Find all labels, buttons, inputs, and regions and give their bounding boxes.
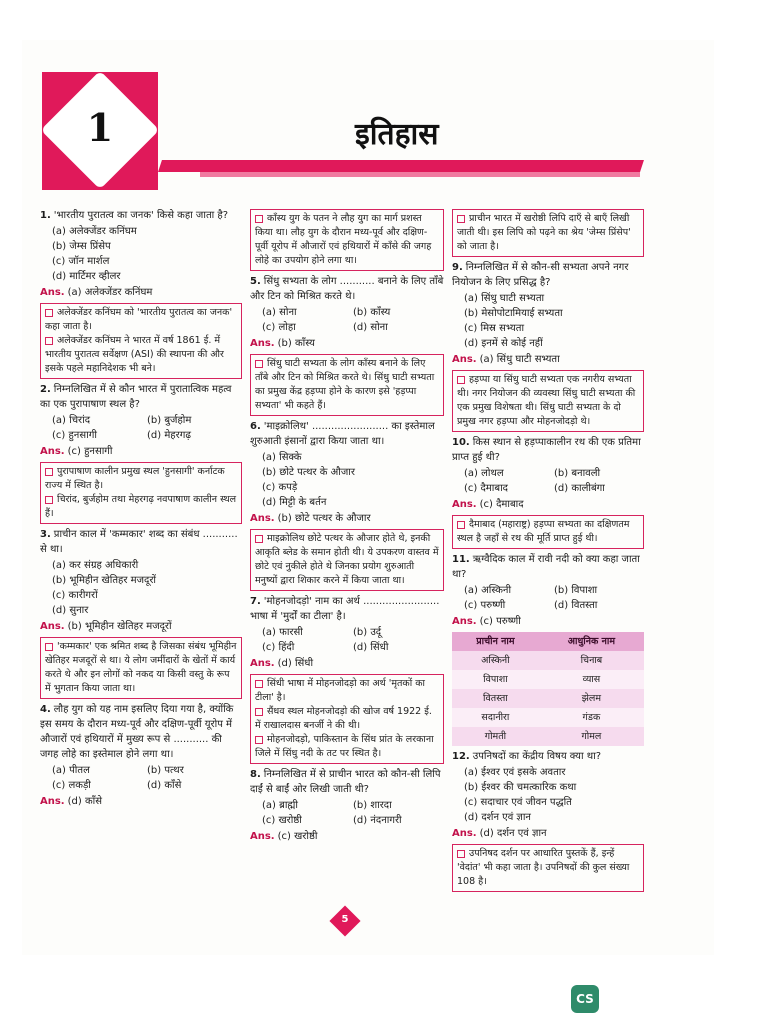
answer <box>250 336 444 351</box>
table-cell: वितस्ता <box>452 689 539 708</box>
checkbox-bullet-icon <box>45 337 53 345</box>
answer-label: Ans. <box>250 658 275 669</box>
title-underline <box>158 160 644 172</box>
question-10 <box>452 435 644 465</box>
answer <box>250 829 444 844</box>
option-d: (d) काँसे <box>147 780 182 791</box>
checkbox-bullet-icon <box>457 376 465 384</box>
note-line: काँस्य युग के पतन ने लौह युग का मार्ग प्रशस्त किया था। लौह युग के दौरान मध्य-पूर्व और दक्षिण-पूर्वी यूरोप में औजारों एवं हथियारों में काँसे की जगह लोहे का उपयोग होने लगा था। <box>255 213 432 266</box>
options <box>40 413 242 443</box>
option-d: (d) नंदनागरी <box>353 815 402 826</box>
option-d: (d) वितस्ता <box>554 600 598 611</box>
note-line: माइक्रोलिथ छोटे पत्थर के औजार होते थे, इनकी आकृति ब्लेड के समान होती थी। ये उपकरण वास्तव में छोटे एवं नुकीले होते थे जिनका प्रयोग शुरुआती मनुष्यों द्वारा शिकार करने में किया जाता था। <box>255 533 439 586</box>
option-a: (a) चिरांद <box>52 415 91 426</box>
note-line: अलेक्जेंडर कनिंघम को 'भारतीय पुरातत्व का जनक' कहा जाता है। <box>45 307 233 332</box>
title-underline-accent <box>200 172 640 177</box>
option-a: (a) कर संग्रह अधिकारी <box>52 560 139 571</box>
answer-text: (b) छोटे पत्थर के औजार <box>277 513 371 524</box>
option-a: (a) सिंधु घाटी सभ्यता <box>464 293 545 304</box>
option-a: (a) सोना <box>262 307 297 318</box>
option-b: (b) बनावली <box>554 468 601 479</box>
table-cell: गंडक <box>539 708 644 727</box>
note-line: हड़प्पा या सिंधु घाटी सभ्यता एक नगरीय सभ्यता थी। नगर नियोजन की व्यवस्था सिंधु घाटी सभ्यता की एक प्रमुख विशेषता थी। सिंधु घाटी सभ्यता के दो प्रमुख नगर हड़प्पा और मोहनजोदड़ो थे। <box>457 374 636 427</box>
answer-text: (c) दैमाबाद <box>479 499 524 510</box>
answer-label: Ans. <box>40 446 65 457</box>
option-a: (a) लोथल <box>464 468 504 479</box>
question-number: 11. <box>452 554 470 565</box>
option-c: (c) जॉन मार्शल <box>52 256 110 267</box>
question-12 <box>452 749 644 764</box>
question-number: 6. <box>250 421 261 432</box>
page-number-badge <box>330 906 360 936</box>
option-d: (d) मेहरगढ़ <box>147 430 191 441</box>
options <box>40 558 242 618</box>
question-text: उपनिषदों का केंद्रीय विषय क्या था? <box>472 751 601 762</box>
question-text: निम्नलिखित में से कौन भारत में पुरातात्विक महत्व का एक पुरापाषाण स्थल है? <box>40 384 232 410</box>
column-2 <box>250 206 444 846</box>
explanation-box <box>40 462 242 524</box>
table-header: प्राचीन नाम <box>452 632 539 651</box>
explanation-box <box>250 529 444 591</box>
answer-text: (a) सिंधु घाटी सभ्यता <box>479 354 560 365</box>
answer-text: (c) परुष्णी <box>479 616 521 627</box>
note-line: अलेक्जेंडर कनिंघम ने भारत में वर्ष 1861 ई. में भारतीय पुरातत्व सर्वेक्षण (ASI) की स्थापना की और इसके पहले महानिदेशक भी बने। <box>45 335 224 374</box>
answer-label: Ans. <box>452 499 477 510</box>
question-text: निम्नलिखित में से प्राचीन भारत को कौन-सी लिपि दाईं से बाईं ओर लिखी जाती थी? <box>250 769 441 795</box>
options <box>250 798 444 828</box>
chapter-title: इतिहास <box>355 117 439 152</box>
answer <box>40 794 242 809</box>
table-cell: विपाशा <box>452 670 539 689</box>
answer-label: Ans. <box>452 828 477 839</box>
answer-label: Ans. <box>452 616 477 627</box>
checkbox-bullet-icon <box>255 535 263 543</box>
question-7 <box>250 594 444 624</box>
table-cell: गोमल <box>539 727 644 746</box>
table-cell: व्यास <box>539 670 644 689</box>
option-d: (d) सिंधी <box>353 642 389 653</box>
answer <box>250 511 444 526</box>
column-1 <box>40 206 242 811</box>
table-header-row <box>452 632 644 651</box>
note-line: सिंधु घाटी सभ्यता के लोग काँस्य बनाने के लिए ताँबे और टिन को मिश्रित करते थे। सिंधु घाटी सभ्यता का प्रमुख केंद्र हड़प्पा होने के कारण इसे 'हड़प्पा सभ्यता' भी कहते हैं। <box>255 358 435 411</box>
answer-text: (a) अलेक्जेंडर कनिंघम <box>67 287 153 298</box>
checkbox-bullet-icon <box>255 215 263 223</box>
option-c: (c) खरोष्ठी <box>262 815 302 826</box>
question-number: 7. <box>250 596 261 607</box>
option-d: (d) इनमें से कोई नहीं <box>464 338 543 349</box>
options <box>40 224 242 284</box>
question-3 <box>40 527 242 557</box>
options <box>452 466 644 496</box>
question-8 <box>250 767 444 797</box>
answer-label: Ans. <box>250 513 275 524</box>
option-d: (d) सुनार <box>52 605 89 616</box>
options <box>250 305 444 335</box>
note-line: चिरांद, बुर्जहोम तथा मेहरगढ़ नवपाषाण कालीन स्थल हैं। <box>45 494 237 519</box>
chapter-number: 1 <box>86 105 114 150</box>
option-c: (c) दैमाबाद <box>464 483 508 494</box>
answer <box>452 614 644 629</box>
option-d: (d) दर्शन एवं ज्ञान <box>464 812 531 823</box>
question-9 <box>452 260 644 290</box>
checkbox-bullet-icon <box>457 215 465 223</box>
note-line: उपनिषद दर्शन पर आधारित पुस्तकें हैं, इन्हें 'वेदांत' भी कहा जाता है। उपनिषदों की कुल संख्या 108 है। <box>457 848 630 887</box>
table-header: आधुनिक नाम <box>539 632 644 651</box>
checkbox-bullet-icon <box>45 643 53 651</box>
question-4 <box>40 702 242 762</box>
option-b: (b) भूमिहीन खेतिहर मजदूरों <box>52 575 156 586</box>
explanation-box <box>452 844 644 892</box>
checkbox-bullet-icon <box>457 521 465 529</box>
checkbox-bullet-icon <box>45 496 53 504</box>
options <box>250 450 444 510</box>
answer-label: Ans. <box>250 831 275 842</box>
answer-text: (d) काँसे <box>67 796 102 807</box>
option-c: (c) परुष्णी <box>464 600 506 611</box>
option-c: (c) कारीगरों <box>52 590 98 601</box>
question-number: 4. <box>40 704 51 715</box>
option-c: (c) सदाचार एवं जीवन पद्धति <box>464 797 572 808</box>
option-a: (a) सिक्के <box>262 452 302 463</box>
note-line: सिंधी भाषा में मोहनजोदड़ो का अर्थ 'मृतकों का टीला' है। <box>255 678 425 703</box>
option-b: (b) पत्थर <box>147 765 184 776</box>
question-number: 9. <box>452 262 463 273</box>
checkbox-bullet-icon <box>255 708 263 716</box>
explanation-box <box>452 515 644 549</box>
checkbox-bullet-icon <box>45 309 53 317</box>
checkbox-bullet-icon <box>457 850 465 858</box>
answer-label: Ans. <box>40 796 65 807</box>
table-row <box>452 670 644 689</box>
explanation-box <box>250 674 444 764</box>
table-row <box>452 689 644 708</box>
answer-label: Ans. <box>40 621 65 632</box>
table-cell: गोमती <box>452 727 539 746</box>
option-a: (a) फारसी <box>262 627 303 638</box>
option-b: (b) काँस्य <box>353 307 391 318</box>
option-d: (d) कालीबंगा <box>554 483 605 494</box>
question-number: 8. <box>250 769 261 780</box>
question-text: किस स्थान से हड़प्पाकालीन रथ की एक प्रतिमा प्राप्त हुई थी? <box>452 437 641 463</box>
question-text: 'माइक्रोलिथ' ........................ का इस्तेमाल शुरुआती इंसानों द्वारा किया जाता था। <box>250 421 435 447</box>
question-number: 10. <box>452 437 470 448</box>
note-line: प्राचीन भारत में खरोष्ठी लिपि दाएँ से बाएँ लिखी जाती थी। इस लिपि को पढ़ने का श्रेय 'जेम्स प्रिंसेप' को जाता है। <box>457 213 631 252</box>
options <box>452 583 644 613</box>
river-names-table <box>452 632 644 746</box>
answer-label: Ans. <box>250 338 275 349</box>
answer <box>452 352 644 367</box>
question-11 <box>452 552 644 582</box>
answer-text: (c) खरोष्ठी <box>277 831 318 842</box>
camscanner-logo: CS <box>571 985 599 1013</box>
checkbox-bullet-icon <box>255 680 263 688</box>
question-text: ऋग्वैदिक काल में रावी नदी को क्या कहा जाता था? <box>452 554 640 580</box>
answer <box>40 619 242 634</box>
table-cell: झेलम <box>539 689 644 708</box>
question-6 <box>250 419 444 449</box>
explanation-box <box>250 209 444 271</box>
question-2 <box>40 382 242 412</box>
table-row <box>452 708 644 727</box>
checkbox-bullet-icon <box>255 736 263 744</box>
question-number: 12. <box>452 751 470 762</box>
explanation-box <box>452 209 644 257</box>
option-c: (c) हुनसागी <box>52 430 97 441</box>
page-number: 5 <box>341 914 349 925</box>
answer <box>250 656 444 671</box>
table-cell: अस्किनी <box>452 651 539 670</box>
table-cell: चिनाब <box>539 651 644 670</box>
explanation-box <box>40 637 242 699</box>
answer <box>452 826 644 841</box>
note-line: 'कम्मकार' एक श्रमित शब्द है जिसका संबंध भूमिहीन खेतिहर मजदूरों से था। ये लोग जमींदारों के खेतों में कार्य करते थे और इन लोगों को नकद या किसी वस्तु के रूप में भुगतान किया जाता था। <box>45 641 237 694</box>
answer-text: (b) काँस्य <box>277 338 315 349</box>
answer-text: (d) सिंधी <box>277 658 314 669</box>
option-a: (a) अलेक्जेंडर कनिंघम <box>52 226 137 237</box>
option-a: (a) ईश्वर एवं इसके अवतार <box>464 767 566 778</box>
option-d: (d) सोना <box>353 322 388 333</box>
answer-text: (c) हुनसागी <box>67 446 113 457</box>
option-b: (b) मेसोपोटामियाई सभ्यता <box>464 308 563 319</box>
question-text: निम्नलिखित में से कौन-सी सभ्यता अपने नगर नियोजन के लिए प्रसिद्ध है? <box>452 262 629 288</box>
column-3 <box>452 206 644 895</box>
options <box>452 765 644 825</box>
note-line: सैंधव स्थल मोहनजोदड़ो की खोज वर्ष 1922 ई. में राखालदास बनर्जी ने की थी। <box>255 706 432 731</box>
question-text: प्राचीन काल में 'कम्मकार' शब्द का संबंध ........... से था। <box>40 529 238 555</box>
question-text: लौह युग को यह नाम इसलिए दिया गया है, क्योंकि इस समय के दौरान मध्य-पूर्व और दक्षिण-पूर्वी यूरोप में औजारों एवं हथियारों में मुख्य रूप से ........... की जगह लोहे का इस्तेमाल होने लगा था। <box>40 704 234 760</box>
table-cell: सदानीरा <box>452 708 539 727</box>
option-c: (c) हिंदी <box>262 642 295 653</box>
option-c: (c) लोहा <box>262 322 296 333</box>
table-row <box>452 727 644 746</box>
option-a: (a) अस्किनी <box>464 585 512 596</box>
option-c: (c) मिस्र सभ्यता <box>464 323 525 334</box>
answer <box>40 285 242 300</box>
question-number: 3. <box>40 529 51 540</box>
options <box>40 763 242 793</box>
note-line: मोहनजोदड़ो, पाकिस्तान के सिंध प्रांत के लरकाना जिले में सिंधु नदी के तट पर स्थित है। <box>255 734 434 759</box>
question-text: 'भारतीय पुरातत्व का जनक' किसे कहा जाता है? <box>53 210 229 221</box>
answer-label: Ans. <box>40 287 65 298</box>
answer <box>40 444 242 459</box>
question-number: 2. <box>40 384 51 395</box>
option-a: (a) पीतल <box>52 765 90 776</box>
answer <box>452 497 644 512</box>
answer-text: (b) भूमिहीन खेतिहर मजदूरों <box>67 621 172 632</box>
answer-label: Ans. <box>452 354 477 365</box>
note-line: दैमाबाद (महाराष्ट्र) हड़प्पा सभ्यता का दक्षिणतम स्थल है जहाँ से रथ की मूर्ति प्राप्त हुई थी। <box>457 519 630 544</box>
question-1 <box>40 208 242 223</box>
answer-text: (d) दर्शन एवं ज्ञान <box>479 828 547 839</box>
question-number: 1. <box>40 210 51 221</box>
note-line: पुरापाषाण कालीन प्रमुख स्थल 'हुनसागी' कर्नाटक राज्य में स्थित है। <box>45 466 225 491</box>
question-5 <box>250 274 444 304</box>
option-b: (b) छोटे पत्थर के औजार <box>262 467 355 478</box>
question-number: 5. <box>250 276 261 287</box>
checkbox-bullet-icon <box>255 360 263 368</box>
explanation-box <box>452 370 644 432</box>
option-d: (d) मार्टिमर व्हीलर <box>52 271 121 282</box>
question-text: सिंधु सभ्यता के लोग ........... बनाने के लिए ताँबे और टिन को मिश्रित करते थे। <box>250 276 444 302</box>
option-c: (c) लकड़ी <box>52 780 91 791</box>
table-row <box>452 651 644 670</box>
checkbox-bullet-icon <box>45 468 53 476</box>
option-b: (b) बुर्जहोम <box>147 415 192 426</box>
options <box>452 291 644 351</box>
question-text: 'मोहनजोदड़ो' नाम का अर्थ ........................ भाषा में 'मुर्दों का टीला' है। <box>250 596 440 622</box>
option-c: (c) कपड़े <box>262 482 298 493</box>
option-b: (b) विपाशा <box>554 585 598 596</box>
option-a: (a) ब्राह्मी <box>262 800 299 811</box>
option-d: (d) मिट्टी के बर्तन <box>262 497 327 508</box>
option-b: (b) शारदा <box>353 800 392 811</box>
option-b: (b) जेम्स प्रिंसेप <box>52 241 111 252</box>
option-b: (b) उर्दू <box>353 627 382 638</box>
options <box>250 625 444 655</box>
explanation-box <box>250 354 444 416</box>
option-b: (b) ईश्वर की चमत्कारिक कथा <box>464 782 577 793</box>
explanation-box <box>40 303 242 379</box>
